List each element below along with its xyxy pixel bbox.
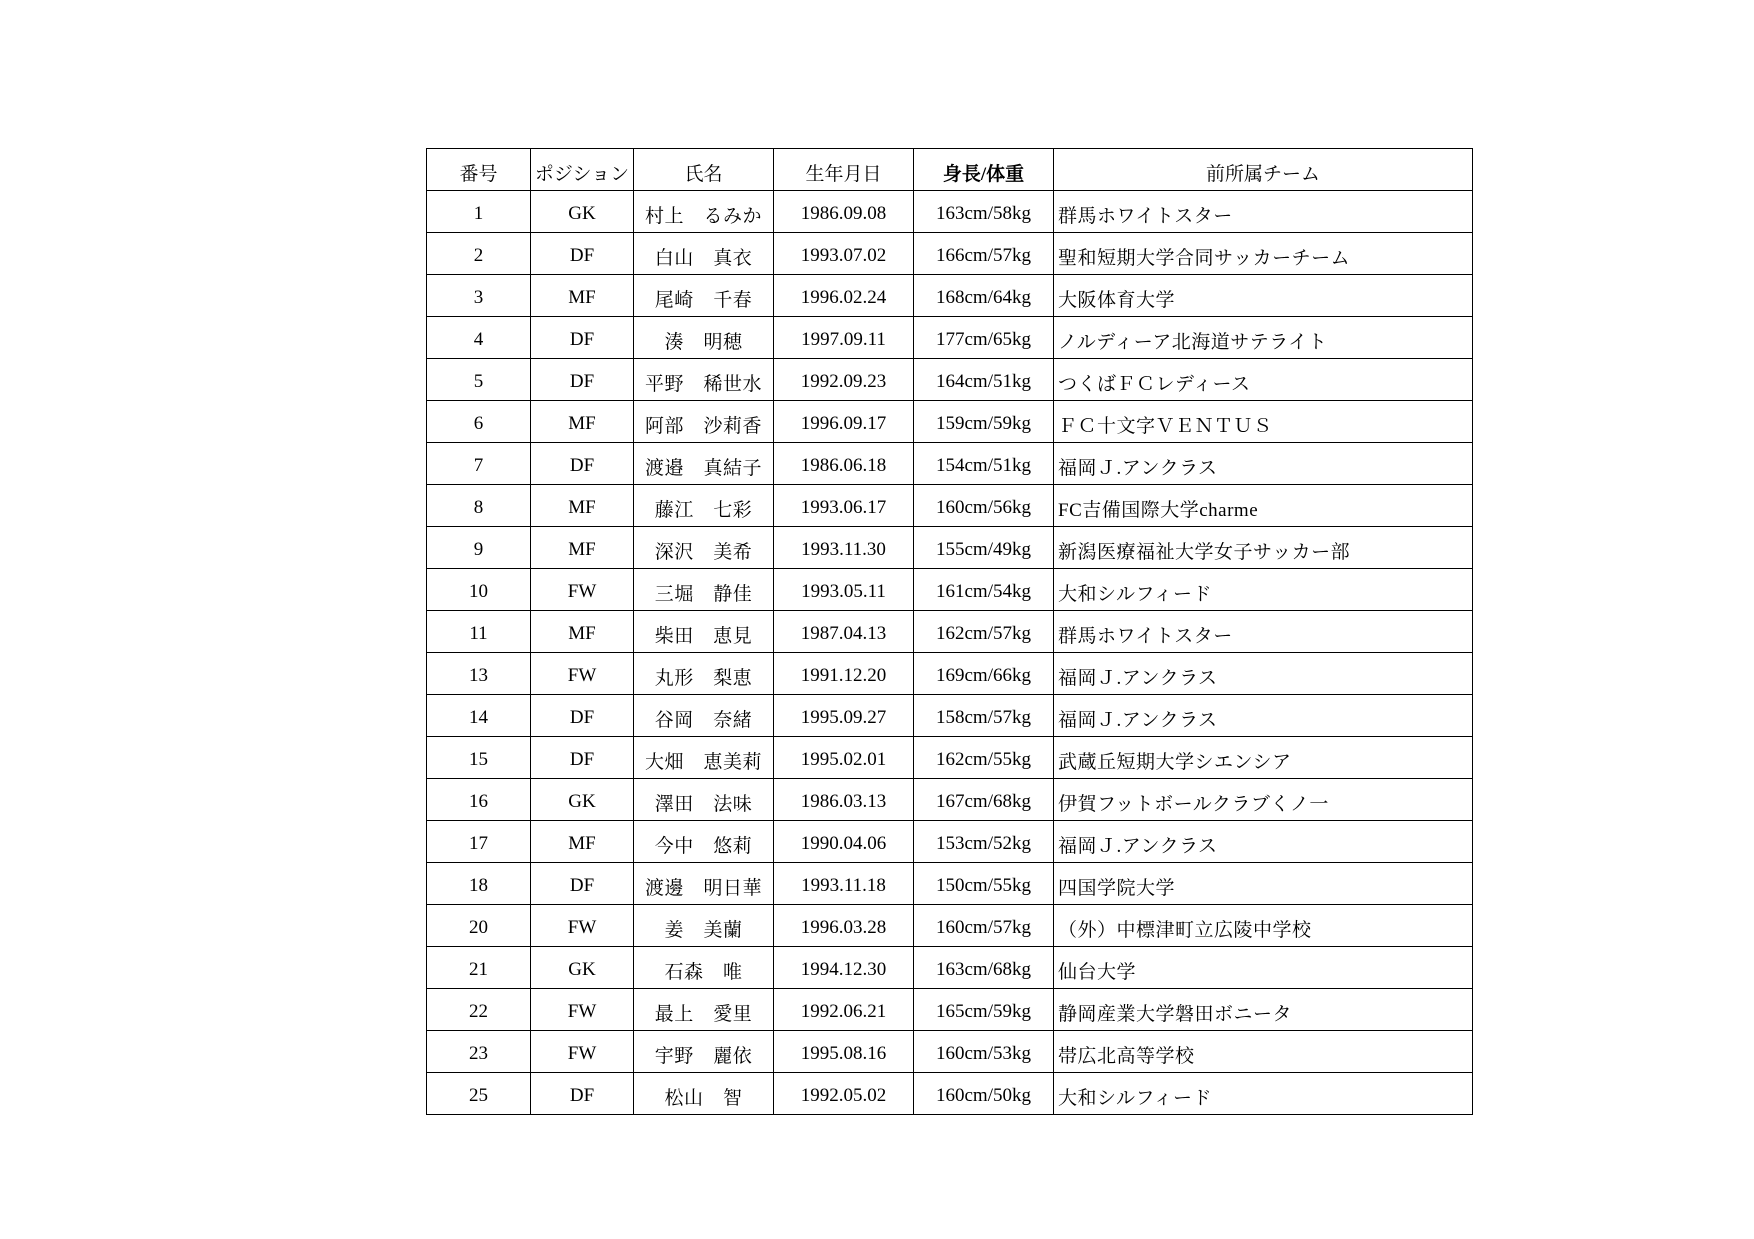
player-number: 8 [427,485,531,527]
player-previous-team: 聖和短期大学合同サッカーチーム [1054,233,1473,275]
player-number: 3 [427,275,531,317]
player-birthdate: 1992.05.02 [774,1073,914,1115]
player-previous-team: 武蔵丘短期大学シエンシア [1054,737,1473,779]
player-height-weight: 160cm/57kg [914,905,1054,947]
player-name: 三堀 静佳 [634,569,774,611]
player-position: DF [531,233,634,275]
player-birthdate: 1995.09.27 [774,695,914,737]
player-number: 17 [427,821,531,863]
table-row [427,401,1473,443]
player-birthdate: 1990.04.06 [774,821,914,863]
player-number: 5 [427,359,531,401]
player-number: 13 [427,653,531,695]
player-height-weight: 168cm/64kg [914,275,1054,317]
table-row [427,233,1473,275]
player-name: 尾崎 千春 [634,275,774,317]
player-number: 1 [427,191,531,233]
player-height-weight: 164cm/51kg [914,359,1054,401]
player-previous-team: 伊賀フットボールクラブくノ一 [1054,779,1473,821]
player-birthdate: 1992.06.21 [774,989,914,1031]
player-position: GK [531,947,634,989]
table-header-row [427,149,1473,191]
player-position: FW [531,653,634,695]
player-previous-team: 福岡Ｊ.アンクラス [1054,695,1473,737]
player-previous-team: 静岡産業大学磐田ボニータ [1054,989,1473,1031]
player-height-weight: 154cm/51kg [914,443,1054,485]
player-position: MF [531,485,634,527]
player-height-weight: 161cm/54kg [914,569,1054,611]
player-birthdate: 1995.02.01 [774,737,914,779]
player-position: MF [531,611,634,653]
header-number: 番号 [427,149,531,191]
player-name: 村上 るみか [634,191,774,233]
player-position: DF [531,1073,634,1115]
player-number: 15 [427,737,531,779]
player-height-weight: 160cm/56kg [914,485,1054,527]
player-name: 渡邉 真結子 [634,443,774,485]
player-number: 2 [427,233,531,275]
player-position: FW [531,905,634,947]
player-previous-team: 群馬ホワイトスター [1054,191,1473,233]
player-name: 柴田 恵見 [634,611,774,653]
player-number: 16 [427,779,531,821]
player-birthdate: 1986.06.18 [774,443,914,485]
table-row [427,779,1473,821]
player-name: 湊 明穂 [634,317,774,359]
table-row [427,821,1473,863]
player-position: GK [531,191,634,233]
player-name: 白山 真衣 [634,233,774,275]
player-number: 10 [427,569,531,611]
player-name: 松山 智 [634,1073,774,1115]
player-number: 21 [427,947,531,989]
player-position: DF [531,863,634,905]
header-previous-team: 前所属チーム [1054,149,1473,191]
player-birthdate: 1991.12.20 [774,653,914,695]
player-birthdate: 1993.07.02 [774,233,914,275]
player-height-weight: 153cm/52kg [914,821,1054,863]
player-birthdate: 1993.11.18 [774,863,914,905]
player-birthdate: 1986.03.13 [774,779,914,821]
player-height-weight: 166cm/57kg [914,233,1054,275]
player-birthdate: 1993.11.30 [774,527,914,569]
player-name: 深沢 美希 [634,527,774,569]
player-previous-team: ＦＣ十文字ＶＥＮＴＵＳ [1054,401,1473,443]
player-name: 澤田 法味 [634,779,774,821]
player-birthdate: 1996.03.28 [774,905,914,947]
table-row [427,653,1473,695]
table-body [427,191,1473,1115]
player-name: 丸形 梨恵 [634,653,774,695]
player-height-weight: 165cm/59kg [914,989,1054,1031]
player-previous-team: 仙台大学 [1054,947,1473,989]
player-position: FW [531,1031,634,1073]
player-previous-team: 大阪体育大学 [1054,275,1473,317]
player-position: MF [531,401,634,443]
player-height-weight: 155cm/49kg [914,527,1054,569]
player-previous-team: 四国学院大学 [1054,863,1473,905]
player-number: 18 [427,863,531,905]
player-previous-team: 大和シルフィード [1054,1073,1473,1115]
table-row [427,905,1473,947]
player-name: 阿部 沙莉香 [634,401,774,443]
header-birthdate: 生年月日 [774,149,914,191]
player-previous-team: つくばＦＣレディース [1054,359,1473,401]
player-name: 谷岡 奈緒 [634,695,774,737]
table-row [427,485,1473,527]
player-height-weight: 163cm/58kg [914,191,1054,233]
player-birthdate: 1996.09.17 [774,401,914,443]
player-previous-team: 帯広北高等学校 [1054,1031,1473,1073]
player-previous-team: 福岡Ｊ.アンクラス [1054,653,1473,695]
player-previous-team: （外）中標津町立広陵中学校 [1054,905,1473,947]
player-name: 大畑 恵美莉 [634,737,774,779]
player-position: DF [531,443,634,485]
player-position: FW [531,989,634,1031]
player-name: 石森 唯 [634,947,774,989]
player-birthdate: 1993.05.11 [774,569,914,611]
player-height-weight: 160cm/53kg [914,1031,1054,1073]
player-position: DF [531,737,634,779]
player-birthdate: 1995.08.16 [774,1031,914,1073]
table-row [427,1073,1473,1115]
table-row [427,359,1473,401]
player-name: 宇野 麗依 [634,1031,774,1073]
table-row [427,191,1473,233]
player-height-weight: 177cm/65kg [914,317,1054,359]
player-name: 姜 美蘭 [634,905,774,947]
player-position: DF [531,359,634,401]
table-row [427,275,1473,317]
player-position: MF [531,821,634,863]
player-number: 6 [427,401,531,443]
player-number: 7 [427,443,531,485]
player-previous-team: ノルディーア北海道サテライト [1054,317,1473,359]
player-previous-team: 新潟医療福祉大学女子サッカー部 [1054,527,1473,569]
player-position: GK [531,779,634,821]
player-previous-team: 大和シルフィード [1054,569,1473,611]
player-position: DF [531,695,634,737]
player-name: 今中 悠莉 [634,821,774,863]
player-height-weight: 150cm/55kg [914,863,1054,905]
player-birthdate: 1993.06.17 [774,485,914,527]
player-number: 14 [427,695,531,737]
player-height-weight: 167cm/68kg [914,779,1054,821]
table-row [427,317,1473,359]
player-height-weight: 162cm/57kg [914,611,1054,653]
table-row [427,443,1473,485]
player-roster-table [426,148,1473,1115]
player-birthdate: 1996.02.24 [774,275,914,317]
player-previous-team: 福岡Ｊ.アンクラス [1054,443,1473,485]
player-position: FW [531,569,634,611]
player-birthdate: 1986.09.08 [774,191,914,233]
table-row [427,737,1473,779]
player-birthdate: 1997.09.11 [774,317,914,359]
player-number: 4 [427,317,531,359]
player-height-weight: 158cm/57kg [914,695,1054,737]
table-row [427,611,1473,653]
player-birthdate: 1994.12.30 [774,947,914,989]
player-birthdate: 1987.04.13 [774,611,914,653]
header-name: 氏名 [634,149,774,191]
player-position: MF [531,527,634,569]
player-position: DF [531,317,634,359]
player-previous-team: 福岡Ｊ.アンクラス [1054,821,1473,863]
player-number: 20 [427,905,531,947]
table-row [427,863,1473,905]
player-number: 9 [427,527,531,569]
table-row [427,527,1473,569]
player-name: 平野 稀世水 [634,359,774,401]
player-height-weight: 163cm/68kg [914,947,1054,989]
player-name: 最上 愛里 [634,989,774,1031]
player-height-weight: 169cm/66kg [914,653,1054,695]
header-height-weight: 身長/体重 [914,149,1054,191]
table-row [427,569,1473,611]
player-number: 23 [427,1031,531,1073]
player-number: 25 [427,1073,531,1115]
table-row [427,989,1473,1031]
table-row [427,695,1473,737]
player-height-weight: 162cm/55kg [914,737,1054,779]
player-height-weight: 160cm/50kg [914,1073,1054,1115]
player-number: 22 [427,989,531,1031]
player-previous-team: FC吉備国際大学charme [1054,485,1473,527]
player-height-weight: 159cm/59kg [914,401,1054,443]
player-birthdate: 1992.09.23 [774,359,914,401]
header-position: ポジション [531,149,634,191]
player-name: 藤江 七彩 [634,485,774,527]
table-row [427,1031,1473,1073]
player-name: 渡邊 明日華 [634,863,774,905]
player-position: MF [531,275,634,317]
table-row [427,947,1473,989]
player-number: 11 [427,611,531,653]
player-previous-team: 群馬ホワイトスター [1054,611,1473,653]
